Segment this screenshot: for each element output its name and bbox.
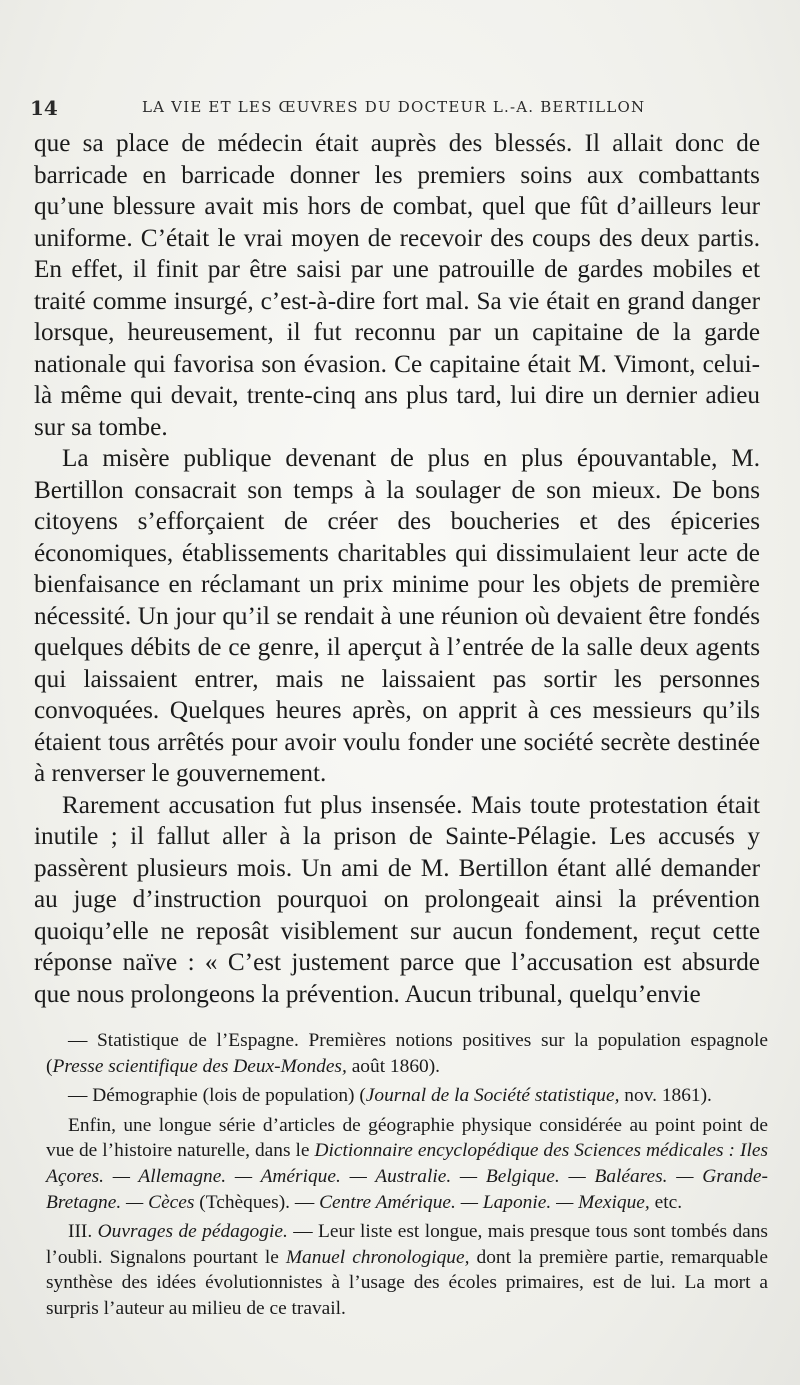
- footnote-text: dont la première partie, remarquable synthèse des idées évolutionnistes à l’usage des écoles primaires, est de lui. La mort a surpris l’auteur au milieu de ce travail.: [46, 1246, 768, 1319]
- main-text: [34, 128, 760, 1010]
- footnote-text: août 1860).: [346, 1055, 441, 1077]
- paragraph: La misère publique devenant de plus en plus épouvantable, M. Bertillon consacrait son temps à la soulager de son mieux. De bons citoyens s’efforçaient de créer des boucheries et des épiceries économiques, établissements charitables qui dissimulaient leur acte de bienfaisance en réclamant un prix minime pour les objets de première nécessité. Un jour qu’il se rendait à une réunion où devaient être fondés quelques débits de ce genre, il aperçut à l’entrée de la salle deux agents qui laissaient entrer, mais ne laissaient pas sortir les personnes convoquées. Quelques heures après, on apprit à ces messieurs qu’ils étaient tous arrêtés pour avoir voulu fonder une société secrète destinée à renverser le gouvernement.: [34, 445, 760, 787]
- paragraph: Rarement accusation fut plus insensée. Mais toute protestation était inutile ; il fallut aller à la prison de Sainte-Pélagie. Les accusés y passèrent plusieurs mois. Un ami de M. Bertillon étant allé demander au juge d’instruction pourquoi on prolongeait ainsi la prévention quoiqu’elle ne reposât visiblement sur aucun fondement, reçut cette réponse naïve : « C’est justement parce que l’accusation est absurde que nous prolongeons la prévention. Aucun tribunal, quelqu’envie: [34, 791, 760, 1008]
- running-title: LA VIE ET LES ŒUVRES DU DOCTEUR L.-A. BERTILLON: [142, 98, 646, 116]
- footnote-text: III.: [68, 1221, 98, 1243]
- footnote: [46, 1219, 768, 1321]
- footnote-italic-text: Dictionnaire encyclopédique des Sciences médicales : Iles Açores. — Allemagne. — Amérique. — Australie. — Belgique. — Baléares. — Grande-Bretagne. — Cèces: [46, 1140, 768, 1213]
- footnote-italic-text: Presse scientifique des Deux-Mondes,: [52, 1055, 347, 1077]
- page-header: [30, 96, 762, 122]
- paragraph: que sa place de médecin était auprès des blessés. Il allait donc de barricade en barricade donner les premiers soins aux combattants qu’une blessure avait mis hors de combat, quel que fût d’ailleurs leur uniforme. C’était le vrai moyen de recevoir des coups des deux partis. En effet, il finit par être saisi par une patrouille de gardes mobiles et traité comme insurgé, c’est-à-dire fort mal. Sa vie était en grand danger lorsque, heureusement, il fut reconnu par un capitaine de la garde nationale qui favorisa son évasion. Ce capitaine était M. Vimont, celui-là même qui devait, trente-cinq ans plus tard, lui dire un dernier adieu sur sa tombe.: [34, 130, 760, 441]
- footnote: [46, 1113, 768, 1215]
- footnote-text: (Tchèques). —: [194, 1191, 320, 1213]
- footnote: [46, 1083, 768, 1109]
- footnote-text: etc.: [649, 1191, 683, 1213]
- footnote-italic-text: Centre Amérique. — Laponie. — Mexique,: [319, 1191, 650, 1213]
- footnote-text: — Statistique de l’Espagne. Premières notions positives sur la population espagnole (: [46, 1030, 768, 1077]
- page-number: 14: [30, 96, 58, 120]
- footnote-text: nov. 1861).: [619, 1085, 712, 1107]
- footnotes: [46, 1028, 768, 1326]
- footnote-italic-text: Ouvrages de pédagogie.: [97, 1221, 288, 1243]
- footnote-text: Enfin, une longue série d’articles de géographie physique considérée au point point de vue de l’histoire naturelle, dans le: [46, 1114, 768, 1162]
- footnote-text: — Démographie (lois de population) (: [68, 1085, 366, 1107]
- footnote: [46, 1028, 768, 1079]
- footnote-text: — Leur liste est longue, mais presque tous sont tombés dans l’oubli. Signalons pourtant le: [46, 1221, 768, 1268]
- footnote-italic-text: Journal de la Société statistique,: [365, 1085, 620, 1107]
- footnote-italic-text: Manuel chronologique,: [285, 1246, 470, 1268]
